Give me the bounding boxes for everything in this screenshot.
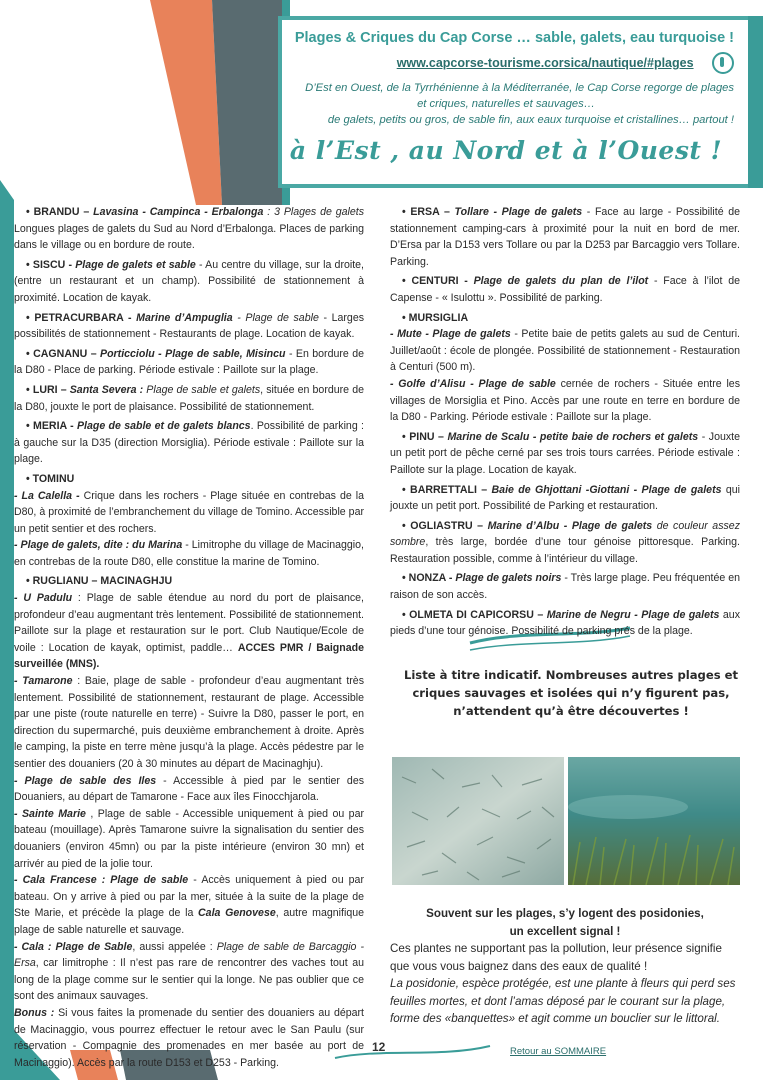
entry-ogliastru: • OGLIASTRU – Marine d’Albu - Plage de galets de couleur assez sombre, très large, bordée d’une tour génoise pittoresque. Parking. Restauration possible, comme à l’intérieur du village. bbox=[390, 519, 740, 565]
website-link[interactable]: www.capcorse-tourisme.corsica/nautique/#plages bbox=[396, 56, 694, 71]
entry-petracurbara: • PETRACURBARA - Marine d’Ampuglia - Plage de sable - Larges possibilités de stationnement - Restaurants de plage. Location de kayak. bbox=[14, 311, 365, 341]
posidonia-photo-1 bbox=[392, 757, 564, 885]
entry-siscu: • SISCU - Plage de galets et sable - Au centre du village, sur la droite, (entre un restaurant et un champ). Possibilité de stationnement à proximité. Location de kayak. bbox=[14, 258, 364, 304]
entry-centuri: • CENTURI - Plage de galets du plan de l’ilot - Face à l’ilot de Capense - « Isulottu ». Possibilité de parking. bbox=[390, 275, 740, 304]
page-title: Plages & Criques du Cap Corse … sable, galets, eau turquoise ! bbox=[294, 30, 734, 46]
entry-barrettali: • BARRETTALI – Baie de Ghjottani -Giottani - Plage de galets qui jouxte un petit port. Possibilité de Parking et restauration. bbox=[390, 483, 740, 513]
posidonia-caption: Souvent sur les plages, s’y logent des posidonies, un excellent signal ! Ces plantes ne supportant pas la pollution, leur présence signifie que vous vous baignez dans des eaux de qualité ! La posidonie, espèce protégée, est une plante à fleurs qui perd ses feuilles mortes, et dont l’amas déposé par le courant sur la plage, forme des «banquettes» et agit comme un bouclier sur le littoral. bbox=[390, 907, 736, 1025]
entry-brandu: • BRANDU – Lavasina - Campinca - Erbalonga : 3 Plages de galets Longues plages de galets du Sud au Nord d’Erbalonga. Places de parking dans le village ou en bordure de route. bbox=[14, 206, 365, 252]
entry-pinu: • PINU – Marine de Scalu - petite baie de rochers et galets - Jouxte un petit port de pêche cerné par ses trois tours carrées. Période estivale : Paillote sur la plage. Location de kayak. bbox=[390, 430, 740, 476]
script-tagline: à l’Est , au Nord et à l’Ouest ! bbox=[289, 136, 723, 165]
header bbox=[278, 16, 748, 165]
touch-icon bbox=[712, 52, 734, 74]
page-number: 12 bbox=[372, 1040, 386, 1054]
entry-mursiglia: • MURSIGLIA - Mute - Plage de galets - Petite baie de petits galets au sud de Centuri. Juillet/août : école de plongée. Possibilité de stationnement - Restauration à Centuri (500 m). - Golfe d’Alisu - Plage de sable cernée de rochers - Située entre les villages de Morsiglia et Pino. Accès par une route en terre en bordure de la D80 - Parking. Période estivale : Paillote sur la plage. bbox=[390, 311, 741, 424]
entry-nonza: • NONZA - Plage de galets noirs - Très large plage. Peu fréquentée en raison de son accès. bbox=[390, 572, 740, 602]
entry-tominu: • TOMINU - La Calella - Crique dans les rochers - Plage située en contrebas de la D80, à proximité de l’embranchement du village de Tomino. Accessible par un petit sentier et des rochers. - Plage de galets, dite : du Marina - Limitrophe du village de Macinaggio, en contrebas de la route D80, elle constitue la marine de Tomino. bbox=[14, 472, 364, 568]
entry-cagnanu: • CAGNANU – Porticciolu - Plage de sable, Misincu - En bordure de la D80 - Place de parking. Période estivale : Paillote sur la plage. bbox=[14, 347, 364, 377]
back-to-summary-link[interactable]: Retour au SOMMAIRE bbox=[510, 1046, 607, 1057]
right-column bbox=[390, 204, 740, 643]
entry-ersa: • ERSA – Tollare - Plage de galets - Face au large - Possibilité de stationnement camping-cars à proximité pour la nuit en bord de mer. D’Ersa par la D153 vers Tollare ou par la D253 par Barcaggio vers Tollare. Parking. bbox=[390, 206, 740, 268]
left-column bbox=[14, 204, 364, 1074]
entry-meria: • MERIA - Plage de sable et de galets blancs. Possibilité de parking : à gauche sur la D35 (direction Morsiglia). Période estivale : Paillote sur la plage. bbox=[14, 420, 364, 466]
entry-ruglianu: • RUGLIANU – MACINAGHJU - U Padulu : Plage de sable étendue au nord du port de plaisance, profondeur d’eau augmentant très lentement. Possibilité de stationnement. Paillote sur la plage et restauration sur le port. Club Nautique/Ecole de voile : Location de kayak, optimist, paddle… ACCES PMR / Baignade surveillée (MNS). - Tamarone : Baie, plage de sable - profondeur d’eau augmentant très lentement. Possibilité de stationnement, restaurant de plage. Accessible par une piste (route naturelle en terre) - Suivre la D80, passer le port, en direction du supermarché, puis deuxième embranchement à droite. Après le camping, la piste en terre mène jusqu’à la plage. Accès pédestre par le sentier des douaniers (20 à 30 minutes au départ de Macinaghju). - Plage de sable des Iles - Accessible à pied par le sentier des Douaniers, au départ de Tamarone - Face aux îles Finocchjarola. - Sainte Marie , Plage de sable - Accessible uniquement à pied ou par bateau (mouillage). Après Tamarone suivre la signalisation du sentier des douaniers (environ 45mn) ou par la piste intérieure (environ 30 mn) et arrivér au pied de la jolie tour. - Cala Francese : Plage de sable - Accès uniquement à pied ou par bateau. On y arrive à pied ou par la mer, située à la suite de la plage de Ste Marie, et précède la plage de la Cala Genovese, autre magnifique plage de sable naturelle et sauvage. - Cala : Plage de Sable, aussi appelée : Plage de sable de Barcaggio - Ersa, car limitrophe : Il n’est pas rare de rencontrer des vaches tout au long de la plage comme sur le sentier qui la longe. Ne pas oublier que ce sont des animaux sauvages. Bonus : Si vous faites la promenade du sentier des douaniers au départ de Macinaggio, vous pourrez effectuer le retour avec le San Paulu (sur réservation - Compagnie des promenades en mer basée au port de Macinaggio). Accès par la route D153 et D253 - Parking. bbox=[14, 575, 365, 1069]
entry-olmeta: • OLMETA DI CAPICORSU – Marine de Negru - Plage de galets aux pieds d’une tour génoise. Possibilité de parking prés de la plage. bbox=[390, 608, 740, 638]
posidonia-photo-2 bbox=[568, 757, 740, 885]
entry-luri: • LURI – Santa Severa : Plage de sable et galets, située en bordure de la D80, jouxte le port de plaisance. Possibilité de stationnement. bbox=[14, 383, 364, 413]
indicative-list-note: Liste à titre indicatif. Nombreuses autres plages et criques sauvages et isolées qui n’y figurent pas, n’attendent qu’à être découvertes ! bbox=[403, 668, 739, 718]
header-intro: D’Est en Ouest, de la Tyrrhénienne à la Méditerranée, le Cap Corse regorge de plages et criques, naturelles et sauvages… de galets, petits ou gros, de sable fin, aux eaux turquoise et cristallines… partout ! bbox=[305, 82, 734, 126]
